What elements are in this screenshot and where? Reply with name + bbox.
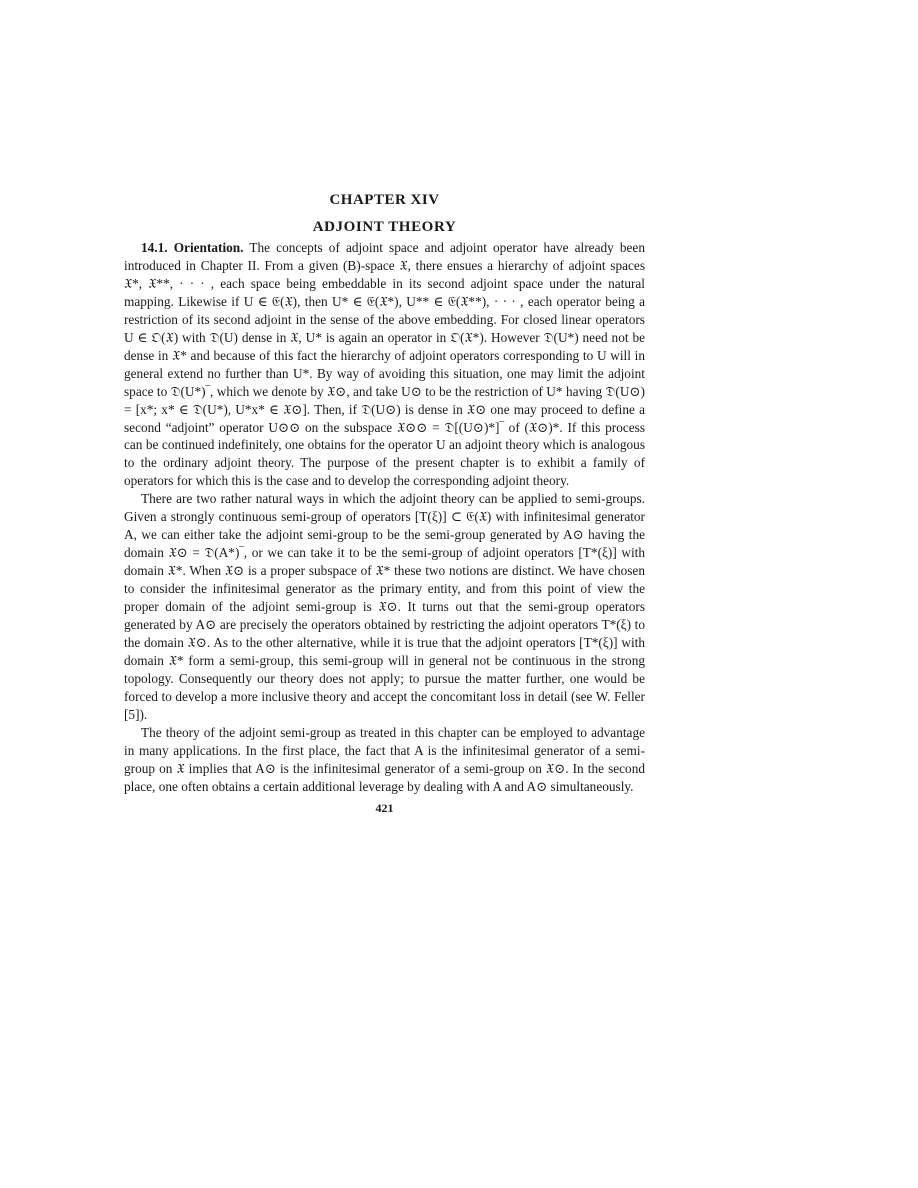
paragraph-1-text: The concepts of adjoint space and adjoint operator have already been introduced in Chapter II. From a given (B)-space 𝔛, there ensues a hierarchy of adjoint spaces 𝔛*, 𝔛**, · · · , each space being embeddable in its second adjoint space under the natural mapping. Likewise if U ∈ 𝔈(𝔛), then U* ∈ 𝔈(𝔛*), U** ∈ 𝔈(𝔛**), · · · , each operator being a restriction of its second adjoint in the sense of the above embedding. For closed linear operators U ∈ 𝔒(𝔛) with 𝔇(U) dense in 𝔛, U* is again an operator in 𝔒(𝔛*). However 𝔇(U*) need not be dense in 𝔛* and because of this fact the hierarchy of adjoint operators corresponding to U will in general extend no further than U*. By way of avoiding this situation, one may limit the adjoint space to 𝔇(U*)‾, which we denote by 𝔛⊙, and take U⊙ to be the restriction of U* having 𝔇(U⊙) = [x*; x* ∈ 𝔇(U*), U*x* ∈ 𝔛⊙]. Then, if 𝔇(U⊙) is dense in 𝔛⊙ one may proceed to define a second “adjoint” operator U⊙⊙ on the subspace 𝔛⊙⊙ = 𝔇[(U⊙)*]‾ of (𝔛⊙)*. If this process can be continued indefinitely, one obtains for the operator U an adjoint theory which is analogous to the ordinary adjoint theory. The purpose of the present chapter is to exhibit a family of operators for which this is the case and to develop the corresponding adjoint theory.	[124, 240, 645, 489]
page-number: 421	[375, 800, 394, 815]
paragraph-orientation	[124, 239, 645, 490]
paragraph-2: There are two rather natural ways in which the adjoint theory can be applied to semi-groups. Given a strongly continuous semi-group of operators [T(ξ)] ⊂ 𝔈(𝔛) with infinitesimal generator A, we can either take the adjoint semi-group to be the semi-group generated by A⊙ having the domain 𝔛⊙ = 𝔇(A*)‾, or we can take it to be the semi-group of adjoint operators [T*(ξ)] with domain 𝔛*. When 𝔛⊙ is a proper subspace of 𝔛* these two notions are distinct. We have chosen to consider the infinitesimal generator as the primary entity, and from this point of view the proper domain of the adjoint semi-group is 𝔛⊙. It turns out that the semi-group operators generated by A⊙ are precisely the operators obtained by restricting the adjoint operators T*(ξ) to the domain 𝔛⊙. As to the other alternative, while it is true that the adjoint operators [T*(ξ)] with domain 𝔛* form a semi-group, this semi-group will in general not be continuous in the strong topology. Consequently our theory does not apply; to pursue the matter further, one would be forced to develop a more inclusive theory and accept the concomitant loss in detail (see W. Feller [5]).	[124, 491, 645, 722]
chapter-title: ADJOINT THEORY	[312, 219, 457, 235]
page-content	[124, 190, 645, 816]
section-heading: 14.1. Orientation.	[141, 240, 244, 255]
paragraph-3: The theory of the adjoint semi-group as treated in this chapter can be employed to advantage in many applications. In the first place, the fact that A is the infinitesimal generator of a semi-group on 𝔛 implies that A⊙ is the infinitesimal generator of a semi-group on 𝔛⊙. In the second place, one often obtains a certain additional leverage by dealing with A and A⊙ simultaneously.	[124, 724, 645, 794]
chapter-label: CHAPTER XIV	[329, 192, 440, 208]
